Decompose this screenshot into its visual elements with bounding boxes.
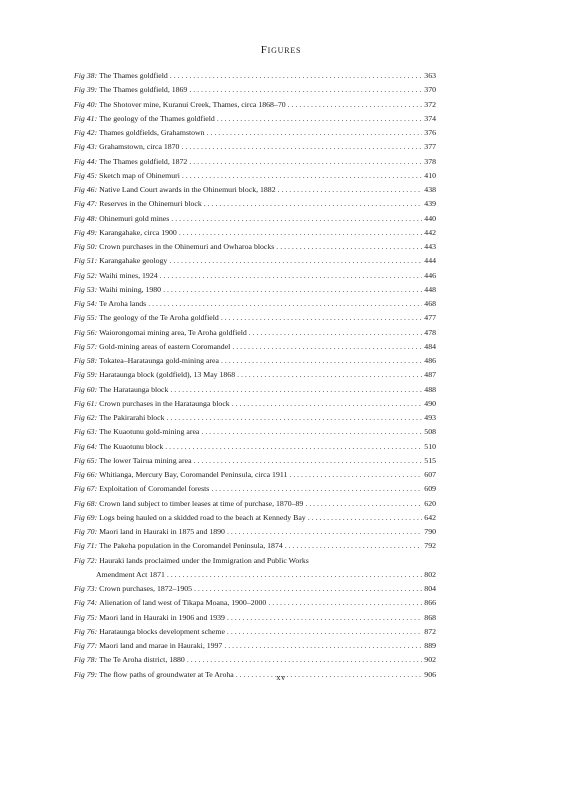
figure-title: Thames goldfields, Grahamstown [99,128,205,137]
dot-leader [194,582,422,596]
figure-label: Fig 73: [74,584,98,593]
dot-leader [237,368,422,382]
dot-leader [211,482,422,496]
dot-leader [276,240,422,254]
figure-page: 438 [424,185,436,194]
figure-page: 607 [424,470,436,479]
figure-entry [74,511,436,525]
figure-page: 478 [424,327,436,337]
figure-entry [74,582,436,596]
figure-entry [74,98,436,112]
figure-entry [74,440,436,454]
figure-entry [74,625,436,639]
dot-leader [204,197,423,211]
figure-page: 468 [424,299,436,308]
figure-page: 490 [424,398,436,408]
figure-label: Fig 59: [74,370,98,380]
dot-leader [227,625,422,639]
figure-entry [74,596,436,610]
figure-page: 487 [424,370,436,380]
figure-title: Crown purchases, 1872–1905 [99,584,193,593]
figure-title: Te Aroha lands [99,299,147,308]
figure-page: 515 [424,455,436,465]
dot-leader [182,169,422,183]
figure-page: 889 [424,641,436,650]
figure-entry [74,525,436,539]
dot-leader [201,425,422,439]
figure-entry [74,340,436,354]
figure-entry [74,482,436,496]
figure-title: Karangahake geology [99,256,168,266]
figure-label: Fig 49: [74,227,98,237]
figure-label: Fig 40: [74,99,98,109]
figure-page: 493 [424,413,436,422]
figure-label: Fig 56: [74,327,98,337]
figure-page: 484 [424,341,436,351]
figure-entry [74,226,436,240]
dot-leader [207,126,423,140]
figure-label: Fig 63: [74,427,98,437]
figure-page: 866 [424,598,436,608]
figure-page: 488 [424,384,436,394]
figure-title: The Thames goldfield, 1872 [99,156,188,166]
figure-page: 378 [424,156,436,166]
figure-label: Fig 53: [74,284,98,294]
figure-entry [74,155,436,169]
figure-title: Exploitation of Coromandel forests [99,484,210,494]
figure-entry [74,383,436,397]
figure-page: 363 [424,71,436,80]
figure-title: Waihi mines, 1924 [99,270,158,280]
figure-entry [74,454,436,468]
figure-title: Karangahake, circa 1900 [99,227,177,237]
figure-label: Fig 61: [74,398,98,408]
figure-entry [74,83,436,97]
figure-label: Fig 54: [74,299,98,308]
figure-title: Harataunga block (goldfield), 13 May 1868 [99,370,236,380]
dot-leader [169,254,422,268]
figure-title: Waiorongomai mining area, Te Aroha goldfield [99,327,247,337]
figure-label: Fig 77: [74,641,98,650]
dot-leader [227,611,422,625]
figure-title: Maori land in Hauraki in 1906 and 1939 [99,612,225,622]
dot-leader [232,397,423,411]
figure-title: The Shotover mine, Kuranui Creek, Thames, circa 1868–70 [99,99,286,109]
figure-entry [74,326,436,340]
dot-leader [278,183,423,197]
dot-leader [221,354,422,368]
figure-label: Fig 51: [74,256,98,266]
dot-leader [160,269,423,283]
figure-entry [74,368,436,382]
dot-leader [221,311,422,325]
figure-page: 620 [424,498,436,508]
figure-title: Reserves in the Ohinemuri block [99,199,202,209]
figure-entry [74,240,436,254]
figure-title: Harataunga blocks development scheme [99,626,225,636]
figure-entry [74,425,436,439]
figure-page: 448 [424,284,436,294]
figure-entry [74,212,436,226]
figure-title: Crown purchases in the Ohinemuri and Owharoa blocks [99,242,275,251]
figure-label: Fig 65: [74,455,98,465]
dot-leader [285,539,423,553]
figure-label: Fig 67: [74,484,98,494]
figures-list [74,69,436,682]
figure-title: Native Land Court awards in the Ohinemuri block, 1882 [99,185,276,194]
figure-page: 446 [424,270,436,280]
figure-title: Gold-mining areas of eastern Coromandel [99,341,231,351]
figure-label: Fig 64: [74,441,98,451]
figure-label: Fig 74: [74,598,98,608]
figure-entry [74,254,436,268]
figure-title: Hauraki lands proclaimed under the Immigration and Public Works [99,555,309,565]
dot-leader [268,596,422,610]
figure-title: Ohinemuri gold mines [99,213,170,223]
figure-label: Fig 48: [74,213,98,223]
figure-page: 442 [424,227,436,237]
figure-label: Fig 55: [74,313,98,323]
figure-label: Fig 62: [74,413,98,422]
figure-label: Fig 66: [74,470,98,479]
figure-page: 376 [424,128,436,137]
figure-label: Fig 79: [74,669,98,679]
figure-title: The lower Tairua mining area [99,455,192,465]
figure-label: Fig 46: [74,185,98,194]
figure-page: 868 [424,612,436,622]
figure-page: 377 [424,142,436,152]
figure-entry [74,169,436,183]
figure-entry [74,126,436,140]
dot-leader [167,411,423,425]
figure-label: Fig 70: [74,527,98,536]
figure-label: Fig 45: [74,170,98,180]
figure-title: The Kuaotunu block [99,441,164,451]
page-heading: Figures [260,44,302,56]
figure-title: Maori land and marae in Hauraki, 1997 [99,641,223,650]
dot-leader [170,69,422,83]
figure-title: The flow paths of groundwater at Te Aroha [99,669,234,679]
figure-label: Fig 76: [74,626,98,636]
dot-leader [224,639,422,653]
figure-entry-continuation [74,568,436,582]
figure-label: Fig 71: [74,541,98,551]
figure-label: Fig 39: [74,85,98,95]
figure-label: Fig 75: [74,612,98,622]
figure-entry [74,69,436,83]
dot-leader [194,454,423,468]
figure-title-continuation: Amendment Act 1871 [96,569,165,579]
dot-leader [148,297,422,311]
figure-title: Crown land subject to timber leases at time of purchase, 1870–89 [99,498,304,508]
figure-page: 902 [424,655,436,665]
figure-page: 609 [424,484,436,494]
dot-leader [189,83,422,97]
figure-title: The Harataunga block [99,384,169,394]
figure-page: 872 [424,626,436,636]
figure-label: Fig 57: [74,341,98,351]
dot-leader [288,98,423,112]
dot-leader [167,568,422,582]
figure-title: Sketch map of Ohinemuri [99,170,180,180]
figure-label: Fig 58: [74,356,98,365]
figure-page: 374 [424,113,436,123]
dot-leader [170,383,422,397]
figure-entry [74,411,436,425]
figure-label: Fig 42: [74,128,98,137]
figure-entry [74,140,436,154]
figure-title: The Thames goldfield, 1869 [99,85,188,95]
figure-entry [74,297,436,311]
dot-leader [308,511,423,525]
figure-entry [74,554,436,568]
figure-label: Fig 60: [74,384,98,394]
figure-entry [74,311,436,325]
figure-page: 486 [424,356,436,365]
figure-page: 370 [424,85,436,95]
figure-label: Fig 69: [74,512,98,522]
figure-entry [74,354,436,368]
figure-title: The Kuaotunu gold-mining area [99,427,200,437]
figure-page: 790 [424,527,436,536]
figure-entry [74,539,436,553]
dot-leader [181,140,422,154]
figure-page: 642 [424,512,436,522]
dot-leader [187,653,422,667]
figure-title: Grahamstown, circa 1870 [99,142,180,152]
figure-entry [74,269,436,283]
dot-leader [163,283,422,297]
figure-label: Fig 50: [74,242,98,251]
figure-page: 443 [424,242,436,251]
figure-title: The Pakeha population in the Coromandel Peninsula, 1874 [99,541,283,551]
dot-leader [249,326,423,340]
figure-page: 804 [424,584,436,593]
figure-entry [74,468,436,482]
figure-page: 439 [424,199,436,209]
figure-entry [74,497,436,511]
figure-title: Alienation of land west of Tikapa Moana, 1900–2000 [99,598,267,608]
figure-title: Whitianga, Mercury Bay, Coromandel Peninsula, circa 1911 [99,470,288,479]
dot-leader [289,468,422,482]
dot-leader [227,525,422,539]
figure-label: Fig 47: [74,199,98,209]
figure-title: Tokatea–Harataunga gold-mining area [99,356,219,365]
figure-entry [74,611,436,625]
figure-entry [74,112,436,126]
figure-title: The Te Aroha district, 1880 [99,655,185,665]
dot-leader [232,340,422,354]
figure-page: 440 [424,213,436,223]
figure-entry [74,397,436,411]
figure-entry [74,183,436,197]
figure-label: Fig 72: [74,555,98,565]
figure-page: 802 [424,569,436,579]
figure-title: Crown purchases in the Harataunga block [99,398,230,408]
figure-page: 906 [424,669,436,679]
figure-page: 372 [424,99,436,109]
dot-leader [217,112,422,126]
figure-label: Fig 44: [74,156,98,166]
figure-page: 477 [424,313,436,323]
figure-label: Fig 68: [74,498,98,508]
figure-label: Fig 78: [74,655,98,665]
figure-title: Waihi mining, 1980 [99,284,162,294]
page-number: xv [276,672,286,682]
figure-entry [74,639,436,653]
dot-leader [179,226,422,240]
figure-entry [74,197,436,211]
figure-label: Fig 52: [74,270,98,280]
figure-page: 444 [424,256,436,266]
figure-title: The Pakirarahi block [99,413,165,422]
figure-title: Logs being hauled on a skidded road to the beach at Kennedy Bay [99,512,306,522]
figure-title: The Thames goldfield [99,71,168,80]
figure-label: Fig 41: [74,113,98,123]
figure-entry [74,653,436,667]
figure-page: 410 [424,170,436,180]
dot-leader [305,497,422,511]
figure-page: 792 [424,541,436,551]
dot-leader [189,155,422,169]
figure-page: 510 [424,441,436,451]
figure-title: The geology of the Te Aroha goldfield [99,313,219,323]
dot-leader [165,440,422,454]
figure-label: Fig 43: [74,142,98,152]
figure-title: The geology of the Thames goldfield [99,113,215,123]
dot-leader [171,212,422,226]
figure-entry [74,283,436,297]
figure-page: 508 [424,427,436,437]
figure-label: Fig 38: [74,71,98,80]
figure-title: Maori land in Hauraki in 1875 and 1890 [99,527,225,536]
